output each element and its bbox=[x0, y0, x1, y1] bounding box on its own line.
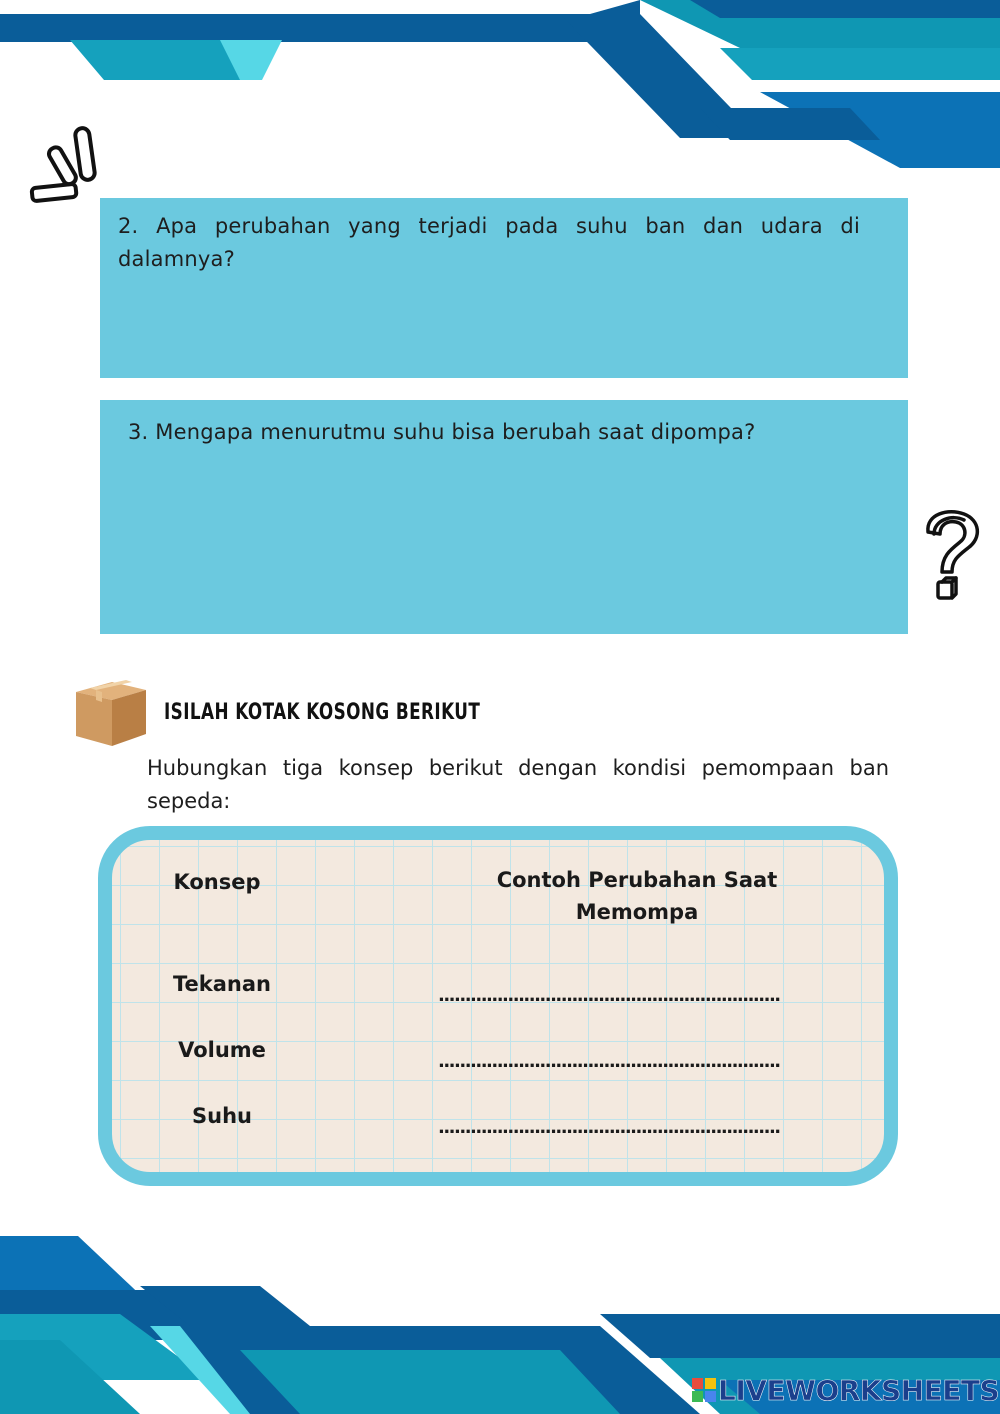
row-concept-volume: Volume bbox=[178, 1038, 266, 1062]
liveworksheets-logo[interactable] bbox=[692, 1374, 1000, 1408]
question-3-text: 3. Mengapa menurutmu suhu bisa berubah saat dipompa? bbox=[128, 420, 756, 444]
live-badge-icon bbox=[692, 1378, 716, 1402]
row-concept-suhu: Suhu bbox=[192, 1104, 252, 1128]
header-example: Contoh Perubahan Saat Memompa bbox=[496, 868, 778, 924]
logo-text: LIVEWORKSHEETS bbox=[718, 1374, 1000, 1407]
question-mark-doodle-icon bbox=[918, 506, 988, 606]
header-concept: Konsep bbox=[173, 870, 261, 894]
question-2-text: 2. Apa perubahan yang terjadi pada suhu ban dan udara di dalamnya? bbox=[118, 214, 860, 271]
section-title: ISILAH KOTAK KOSONG BERIKUT bbox=[164, 700, 481, 725]
cardboard-box-icon bbox=[72, 676, 150, 748]
instruction-text: Hubungkan tiga konsep berikut dengan kondisi pemompaan ban sepeda: bbox=[147, 756, 889, 813]
row-concept-tekanan: Tekanan bbox=[173, 972, 271, 996]
answer-blank-suhu[interactable]: ................................................................ bbox=[438, 1118, 780, 1138]
answer-blank-volume[interactable]: ................................................................ bbox=[438, 1052, 780, 1072]
answer-blank-tekanan[interactable]: ................................................................ bbox=[438, 986, 780, 1006]
question-2-answer-box[interactable] bbox=[100, 198, 908, 378]
question-3-answer-box[interactable] bbox=[100, 400, 908, 634]
header-decoration bbox=[0, 0, 1000, 175]
concept-table bbox=[98, 826, 898, 1186]
